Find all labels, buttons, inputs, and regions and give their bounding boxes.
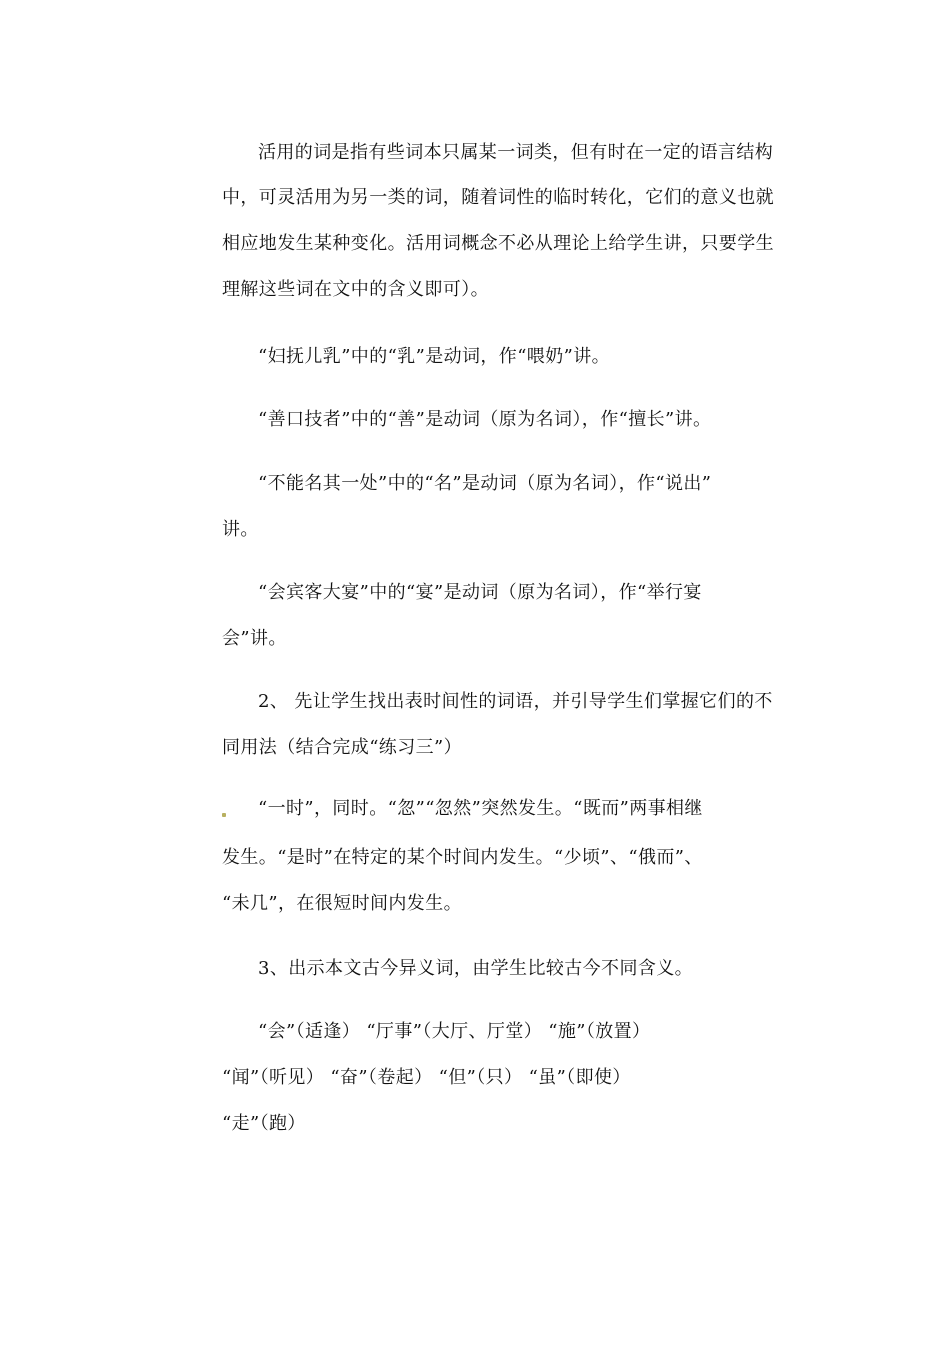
item3-line: 3、出示本文古今异义词，由学生比较古今不同含义。 xyxy=(258,958,694,979)
example-shan: “善口技者”中的“善”是动词（原为名词），作“擅长”讲。 xyxy=(258,409,712,430)
time-words-line-1: “一时”，同时。“忽”“忽然”突然发生。“既而”两事相继 xyxy=(258,798,703,819)
time-words-line-3: “未几”，在很短时间内发生。 xyxy=(222,893,463,914)
para1-line-2: 中，可灵活用为另一类的词，随着词性的临时转化，它们的意义也就 xyxy=(222,187,774,208)
example-ming-line-2: 讲。 xyxy=(222,519,259,540)
para1-line-4: 理解这些词在文中的含义即可）。 xyxy=(222,279,489,300)
example-ming-line-1: “不能名其一处”中的“名”是动词（原为名词），作“说出” xyxy=(258,473,712,494)
time-words-line-2: 发生。“是时”在特定的某个时间内发生。“少顷”、“俄而”、 xyxy=(222,847,703,868)
stray-mark xyxy=(222,813,226,817)
para1-line-3: 相应地发生某种变化。活用词概念不必从理论上给学生讲，只要学生 xyxy=(222,233,774,254)
item2-line-2: 同用法（结合完成“练习三”） xyxy=(222,737,463,758)
ancient-words-line-1: “会”（适逢） “厅事”（大厅、厅堂） “施”（放置） xyxy=(258,1021,651,1042)
para1-line-1: 活用的词是指有些词本只属某一词类，但有时在一定的语言结构 xyxy=(258,142,774,163)
example-yan-line-2: 会”讲。 xyxy=(222,628,287,649)
ancient-words-line-3: “走”（跑） xyxy=(222,1113,306,1134)
example-yan-line-1: “会宾客大宴”中的“宴”是动词（原为名词），作“举行宴 xyxy=(258,582,702,603)
ancient-words-line-2: “闻”（听见） “奋”（卷起） “但”（只） “虽”（即使） xyxy=(222,1067,631,1088)
example-ru: “妇抚儿乳”中的“乳”是动词，作“喂奶”讲。 xyxy=(258,346,611,367)
item2-line-1: 2、 先让学生找出表时间性的词语，并引导学生们掌握它们的不 xyxy=(258,691,773,712)
